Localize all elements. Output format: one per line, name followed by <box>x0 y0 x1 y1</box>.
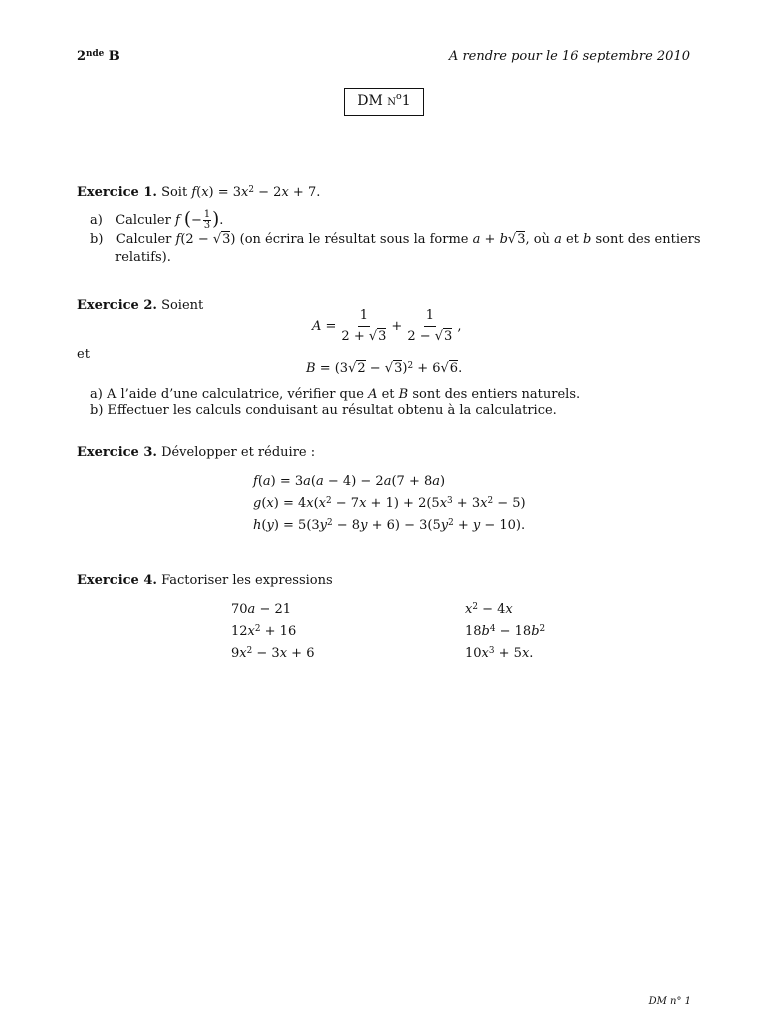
ex2-intro: Soient <box>161 298 204 313</box>
ex1-label: Exercice 1. <box>77 185 157 200</box>
class-label-letter: B <box>104 49 120 64</box>
due-date: A rendre pour le 16 septembre 2010 <box>448 49 690 64</box>
ex4-heading <box>77 573 333 589</box>
ex3-intro: Développer et réduire : <box>161 445 316 460</box>
title-box <box>344 88 424 116</box>
ex4-col-right <box>465 602 545 668</box>
title-n: n <box>387 93 397 110</box>
class-label-base: 2 <box>77 49 87 64</box>
ex1-b-marker: b) <box>90 232 104 247</box>
class-label-sup: nde <box>86 48 105 59</box>
title-o: o <box>396 91 402 103</box>
ex4-expr-3: $9x^2 - 3x + 6$ <box>231 645 315 661</box>
ex1-item-b <box>90 232 701 267</box>
ex4-expr-1: 70a − 21 <box>231 602 292 617</box>
ex1-b-text-2: relatifs). <box>115 250 171 266</box>
class-label <box>77 49 120 65</box>
ex4-expr-2: $12x^2 + 16$ <box>231 623 297 639</box>
ex4-intro: Factoriser les expressions <box>161 573 333 588</box>
ex2-eq-A: A = $\frac{1}{2 + √3}$ + $\frac{1}{2 - √3}$ , <box>312 308 462 345</box>
page-footer: DM n° 1 <box>648 996 691 1007</box>
ex2-et: et <box>77 347 90 362</box>
title-dm: DM <box>357 93 383 110</box>
ex3-equations <box>253 474 526 540</box>
ex4-expr-4: $x^2 - 4x$ <box>465 601 513 617</box>
ex2-eq-B: $B = (3√2 - √3)^2 + 6√6$. <box>306 360 463 376</box>
ex1-intro: Soit $f(x) = 3x^2 - 2x + 7$. <box>161 184 321 200</box>
ex1-b-text-1: Calculer f(2 − √3) (on écrira le résultat sous la forme a + b√3, où a et b sont des entiers <box>115 232 701 247</box>
ex1-a-expr: f (− $\frac{1}{3}$ ). <box>174 209 224 231</box>
ex2-item-a: a) A l’aide d’une calculatrice, vérifier que A et B sont des entiers naturels. <box>90 387 581 402</box>
ex2-label: Exercice 2. <box>77 298 157 313</box>
ex3-label: Exercice 3. <box>77 445 157 460</box>
ex1-a-text: Calculer <box>115 212 171 228</box>
ex3-heading <box>77 445 315 461</box>
ex3-eq-f: f(a) = 3a(a − 4) − 2a(7 + 8a) <box>253 474 446 489</box>
ex1-a-marker: a) <box>90 212 103 228</box>
ex2-item-b: b) Effectuer les calculs conduisant au résultat obtenu à la calculatrice. <box>90 403 557 418</box>
ex3-eq-h: $h(y) = 5(3y^2 - 8y + 6) - 3(5y^2 + y - 10)$. <box>253 517 526 533</box>
ex4-expr-6: $10x^3 + 5x$. <box>465 645 534 661</box>
ex4-label: Exercice 4. <box>77 573 157 588</box>
ex4-expr-5: $18b^4 - 18b^2$ <box>465 623 546 639</box>
ex1-heading <box>77 185 320 201</box>
ex1-item-a <box>90 209 223 232</box>
ex2-heading <box>77 298 203 314</box>
ex3-eq-g: $g(x) = 4x(x^2 - 7x + 1) + 2(5x^3 + 3x^2 - 5)$ <box>253 495 526 511</box>
title-num: 1 <box>401 93 411 110</box>
ex4-col-left <box>231 602 314 668</box>
